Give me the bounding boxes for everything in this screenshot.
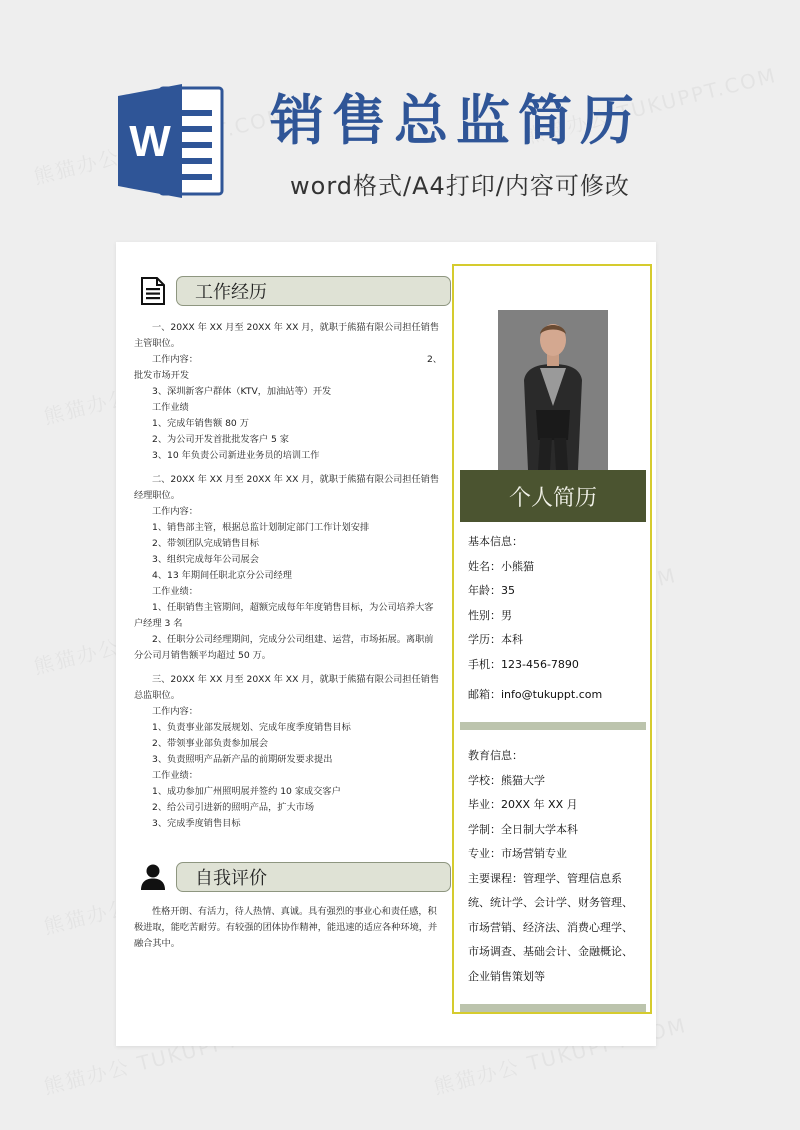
education-line: 主要课程：管理学、管理信息系: [468, 871, 622, 885]
bottom-bar: [460, 1004, 646, 1012]
basic-info-line: 年龄：35: [468, 584, 515, 597]
work-line: 三、20XX 年 XX 月至 20XX 年 XX 月，就职于熊猫有限公司担任销售: [152, 674, 440, 685]
self-evaluation-text: [134, 904, 446, 952]
self-eval-section-title: 自我评价: [176, 862, 451, 892]
work-line-part: 工作内容：: [152, 354, 198, 365]
work-line: 经理职位。: [134, 490, 180, 501]
work-line: 3、组织完成每年公司展会: [152, 554, 259, 565]
work-spacer: [134, 464, 446, 472]
document-icon: [138, 276, 168, 306]
work-line: 1、完成年销售额 80 万: [152, 418, 249, 429]
work-line: 2、任职分公司经理期间，完成分公司组建、运营，市场拓展。离职前: [152, 634, 434, 645]
work-line: 二、20XX 年 XX 月至 20XX 年 XX 月，就职于熊猫有限公司担任销售: [152, 474, 440, 485]
basic-info-line: 基本信息：: [468, 535, 523, 548]
work-line: 总监职位。: [134, 690, 180, 701]
work-line: 3、10 年负责公司新进业务员的培训工作: [152, 450, 320, 461]
email-line: 邮箱：info@tukuppt.com: [468, 688, 603, 701]
education-line: 专业：市场营销专业: [468, 847, 567, 860]
word-logo-icon: [116, 82, 226, 200]
work-section-title: 工作经历: [176, 276, 451, 306]
profile-column: [452, 264, 652, 1014]
work-line: 2、带领团队完成销售目标: [152, 538, 259, 549]
education-line: 企业销售策划等: [468, 969, 545, 983]
work-line: 一、20XX 年 XX 月至 20XX 年 XX 月，就职于熊猫有限公司担任销售: [152, 322, 440, 333]
divider-bar: [460, 722, 646, 730]
work-line: 分公司月销售额平均超过 50 万。: [134, 650, 271, 661]
self-eval-line: 性格开朗、有活力，待人热情、真诚。具有强烈的事业心和责任感，积: [152, 906, 437, 917]
page-title: 销售总监简历: [270, 89, 642, 152]
basic-info-line: 性别：男: [468, 608, 512, 622]
education-info: [468, 744, 648, 989]
work-line: 4、13 年期间任职北京分公司经理: [152, 570, 292, 581]
work-line: [134, 352, 446, 368]
person-photo-icon: [498, 310, 608, 470]
self-eval-line: 极进取，能吃苦耐劳。有较强的团体协作精神，能迅速的适应各种环境，并: [134, 922, 438, 933]
education-line: 市场调查、基础会计、金融概论、: [468, 945, 633, 958]
work-line: 2、为公司开发首批批发客户 5 家: [152, 434, 289, 445]
work-line: 3、负责照明产品新产品的前期研发要求提出: [152, 754, 333, 765]
basic-info: [468, 530, 648, 708]
work-line: 工作内容：: [152, 506, 198, 517]
resume-banner: 个人简历: [460, 470, 646, 522]
work-line: 户经理 3 名: [134, 618, 183, 629]
work-experience-text: [134, 320, 446, 832]
work-line: 工作内容：: [152, 706, 198, 717]
person-icon: [138, 862, 168, 892]
work-line: 1、任职销售主管期间，超额完成每年年度销售目标，为公司培养大客: [152, 602, 434, 613]
self-eval-section-header: [138, 862, 451, 892]
education-line: 市场营销、经济法、消费心理学、: [468, 920, 633, 934]
word-logo-letter: W: [129, 117, 171, 166]
work-line: 1、负责事业部发展规划、完成年度季度销售目标: [152, 722, 351, 733]
page-subtitle: word格式/A4打印/内容可修改: [290, 172, 630, 200]
profile-photo: [498, 310, 608, 470]
work-line: 工作业绩: [152, 402, 189, 413]
work-line: 3、完成季度销售目标: [152, 818, 241, 829]
resume-page: [116, 242, 656, 1046]
education-line: 学制：全日制大学本科: [468, 822, 578, 836]
work-spacer: [134, 664, 446, 672]
basic-info-line: 手机：123-456-7890: [468, 657, 579, 671]
work-section-header: [138, 276, 451, 306]
work-line: 2、给公司引进新的照明产品，扩大市场: [152, 802, 315, 813]
work-line: 2、带领事业部负责参加展会: [152, 738, 269, 749]
education-line: 毕业：20XX 年 XX 月: [468, 798, 578, 811]
education-line: 教育信息：: [468, 749, 523, 762]
work-line: 1、销售部主管，根据总监计划制定部门工作计划安排: [152, 522, 370, 533]
basic-info-line: 姓名：小熊猫: [468, 559, 534, 573]
work-line-part: 2、: [426, 354, 442, 365]
work-line: 3、深圳新客户群体（KTV，加油站等）开发: [152, 386, 332, 397]
education-line: 统、统计学、会计学、财务管理、: [468, 896, 633, 909]
work-line: 主管职位。: [134, 338, 180, 349]
work-line: 批发市场开发: [134, 370, 190, 381]
basic-info-line: 学历：本科: [468, 633, 523, 646]
education-line: 学校：熊猫大学: [468, 773, 545, 787]
self-eval-line: 融合其中。: [134, 938, 180, 949]
work-line: 工作业绩：: [152, 586, 198, 597]
work-line: 工作业绩：: [152, 770, 198, 781]
work-line: 1、成功参加广州照明展并签约 10 家成交客户: [152, 786, 341, 797]
